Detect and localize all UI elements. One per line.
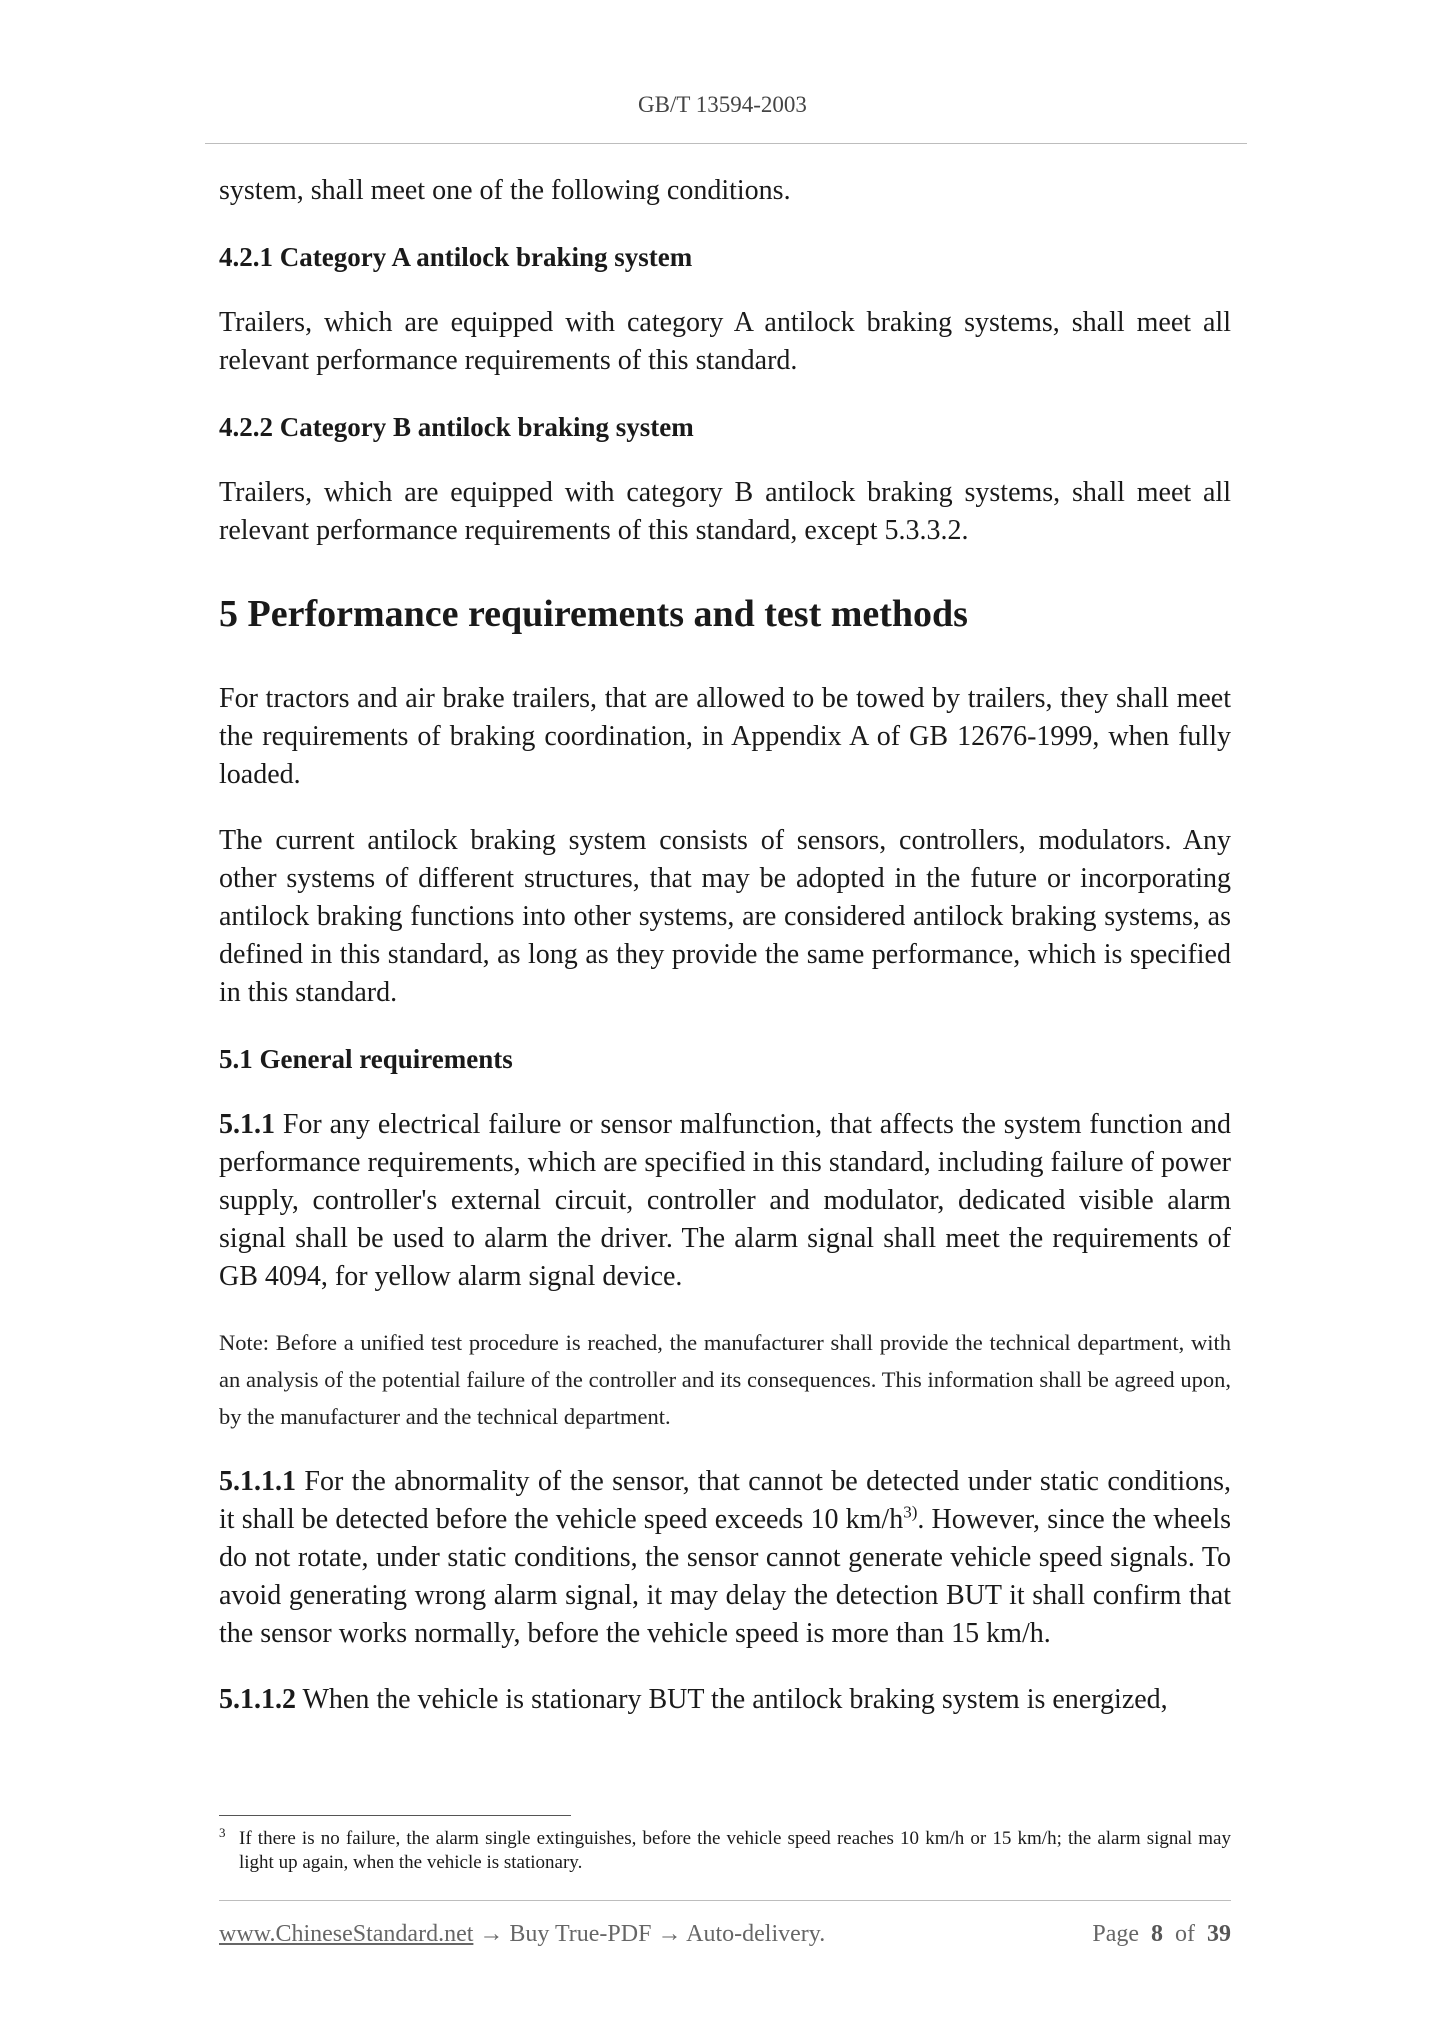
footnote-divider	[219, 1815, 571, 1816]
clause-text-5-1-1: For any electrical failure or sensor malfunction, that affects the system function and performance requirements, which are specified in this standard, including failure of power supply, controller's external circuit, controller and modulator, dedicated visible alarm signal shall be used to alarm the driver. The alarm signal shall meet the requirements of GB 4094, for yellow alarm signal device.	[219, 1109, 1231, 1292]
arrow-right-icon: →	[651, 1921, 687, 1947]
clause-number-5-1-1-2: 5.1.1.2	[219, 1684, 296, 1715]
paragraph-5-1-1-1	[219, 1463, 1231, 1653]
footer-divider	[219, 1900, 1231, 1901]
header-divider	[205, 143, 1247, 144]
clause-text-5-1-1-1-b: . However, since the wheels do not rotate, under static conditions, the sensor cannot generate vehicle speed signals. To avoid generating wrong alarm signal, it may delay the detection BUT it shall confirm that the sensor works normally, before the vehicle speed is more than 15 km/h.	[219, 1504, 1231, 1649]
page-body	[219, 172, 1231, 1747]
clause-number-5-1-1-1: 5.1.1.1	[219, 1466, 296, 1497]
arrow-right-icon: →	[473, 1921, 510, 1947]
page-total: 39	[1207, 1921, 1231, 1947]
footnote-reference: 3)	[903, 1502, 918, 1522]
footnote	[219, 1827, 1231, 1875]
document-header: GB/T 13594-2003	[638, 92, 807, 117]
clause-text-5-1-1-1-a: For the abnormality of the sensor, that cannot be detected under static conditions, it shall be detected before the vehicle speed exceeds 10 km/h	[219, 1466, 1231, 1535]
page-number: 8	[1151, 1921, 1163, 1947]
page-label: Page	[1092, 1921, 1139, 1947]
website-link[interactable]: www.ChineseStandard.net	[219, 1921, 474, 1947]
paragraph-4-2-1: Trailers, which are equipped with category A antilock braking systems, shall meet all relevant performance requirements of this standard.	[219, 307, 1231, 376]
footnote-text: If there is no failure, the alarm single extinguishes, before the vehicle speed reaches 10 km/h or 15 km/h; the alarm signal may light up again, when the vehicle is stationary.	[239, 1828, 1231, 1873]
clause-text-5-1-1-2: When the vehicle is stationary BUT the antilock braking system is energized,	[296, 1684, 1168, 1715]
buy-pdf-text: Buy True-PDF	[509, 1921, 652, 1947]
heading-5-1: 5.1 General requirements	[219, 1044, 513, 1074]
heading-4-2-2: 4.2.2 Category B antilock braking system	[219, 412, 694, 442]
auto-delivery-text: Auto-delivery.	[686, 1921, 826, 1947]
paragraph-continuation: system, shall meet one of the following conditions.	[219, 175, 791, 206]
clause-number-5-1-1: 5.1.1	[219, 1109, 275, 1140]
paragraph-4-2-2: Trailers, which are equipped with category B antilock braking systems, shall meet all relevant performance requirements of this standard, except 5.3.3.2.	[219, 477, 1231, 546]
footer-left	[219, 1921, 825, 1948]
paragraph-5-a: For tractors and air brake trailers, that are allowed to be towed by trailers, they shall meet the requirements of braking coordination, in Appendix A of GB 12676-1999, when fully loaded.	[219, 683, 1231, 790]
paragraph-5-b: The current antilock braking system consists of sensors, controllers, modulators. Any other systems of different structures, that may be adopted in the future or incorporating antilock braking functions into other systems, are considered antilock braking systems, as defined in this standard, as long as they provide the same performance, which is specified in this standard.	[219, 825, 1231, 1008]
page-footer	[219, 1921, 1231, 1948]
paragraph-5-1-1-2	[219, 1681, 1231, 1719]
footnote-mark: 3	[219, 1825, 226, 1840]
heading-5: 5 Performance requirements and test methods	[219, 593, 968, 635]
paragraph-5-1-1	[219, 1106, 1231, 1296]
page-indicator	[1092, 1921, 1231, 1948]
of-label: of	[1175, 1921, 1195, 1947]
note-paragraph: Note: Before a unified test procedure is reached, the manufacturer shall provide the technical department, with an analysis of the potential failure of the controller and its consequences. This information shall be agreed upon, by the manufacturer and the technical department.	[219, 1330, 1231, 1429]
heading-4-2-1: 4.2.1 Category A antilock braking system	[219, 242, 693, 272]
